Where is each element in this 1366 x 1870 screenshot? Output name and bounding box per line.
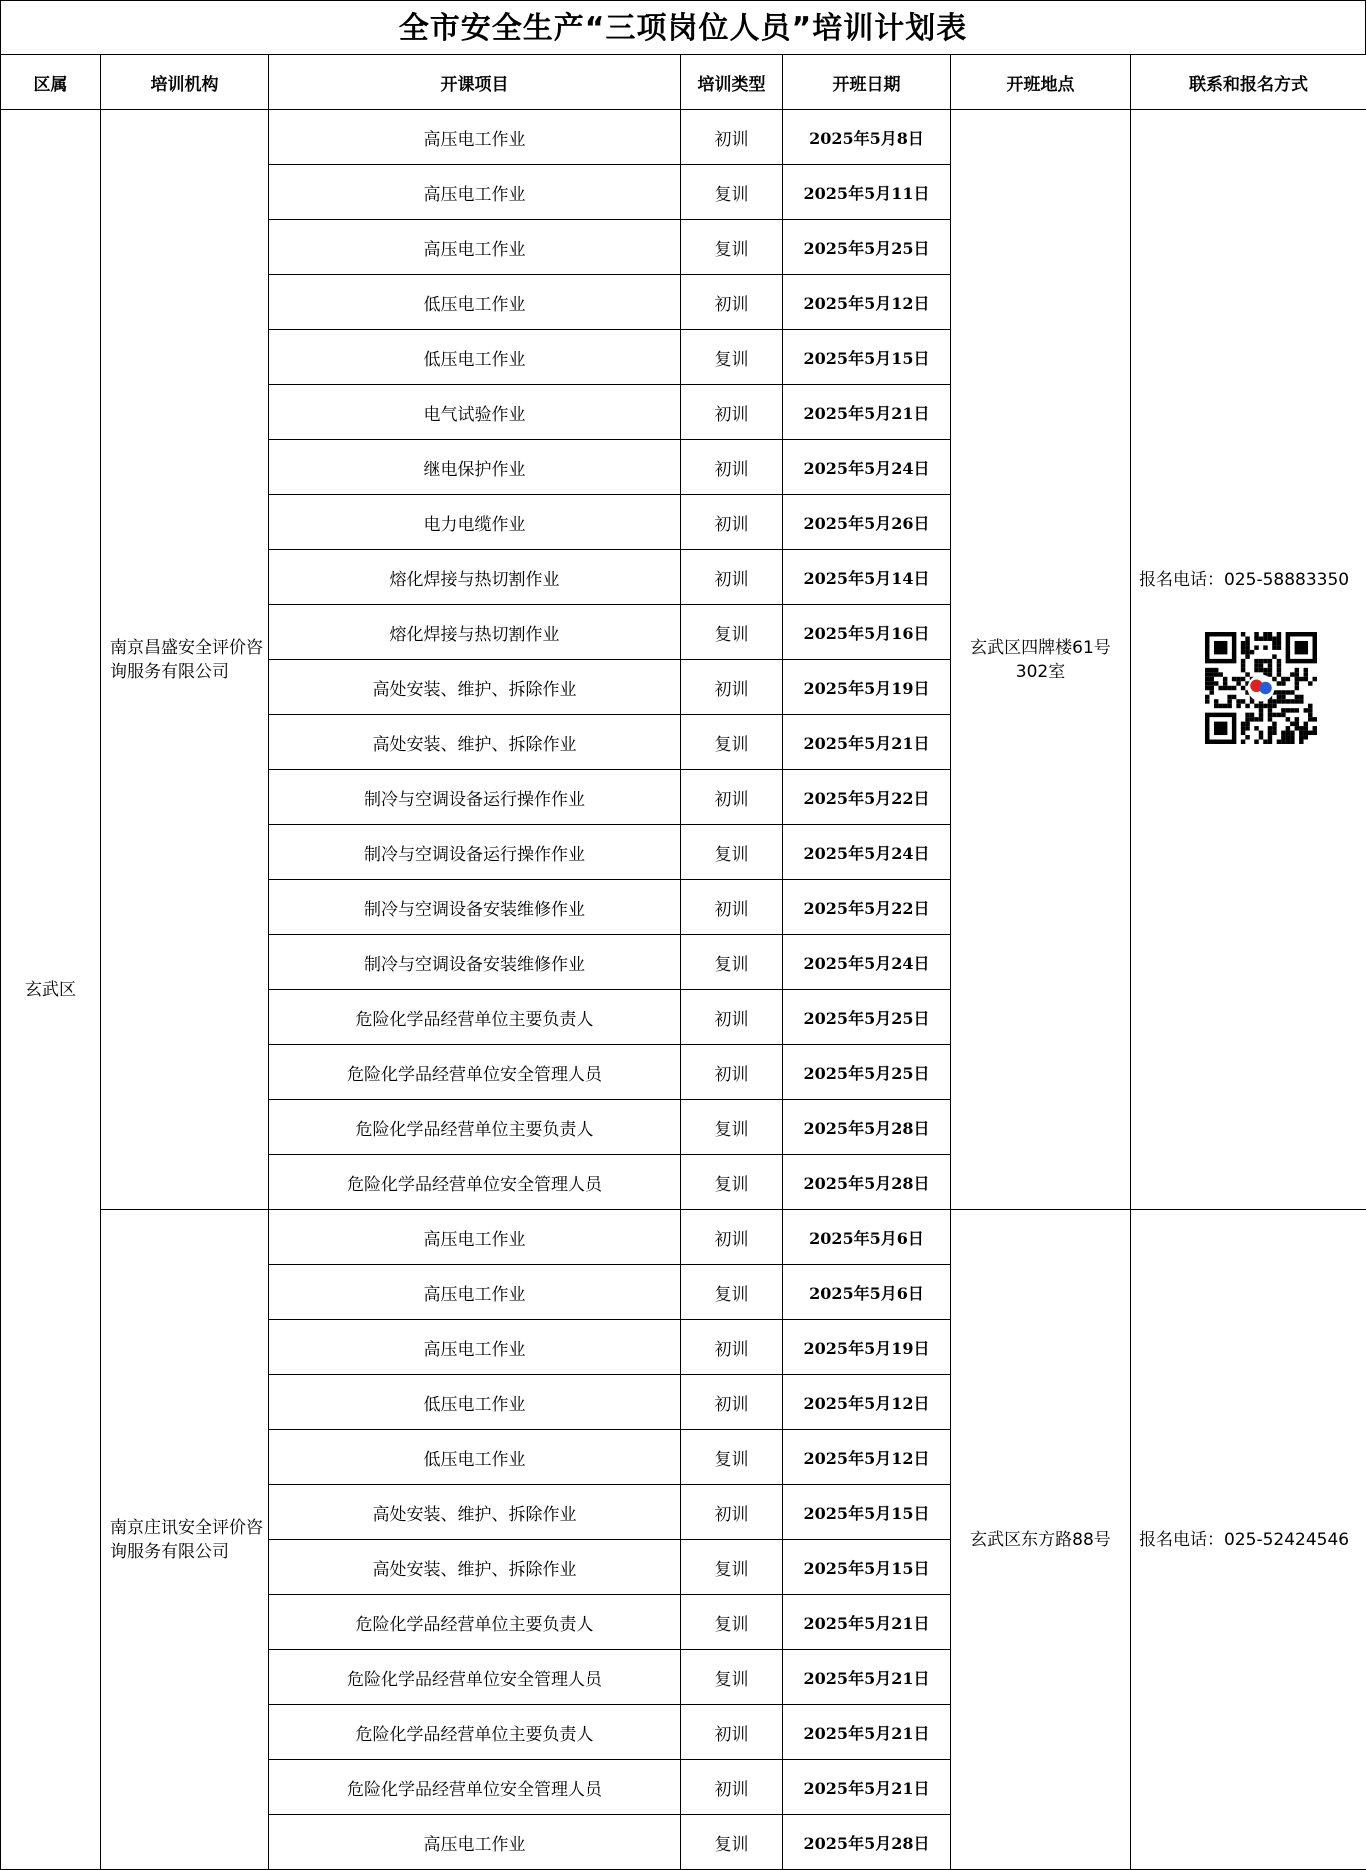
table-row <box>1 1210 1366 1265</box>
course-cell: 高处安装、维护、拆除作业 <box>269 715 681 770</box>
course-cell: 高压电工作业 <box>269 220 681 275</box>
start-date-cell: 2025年5月28日 <box>783 1100 951 1155</box>
training-type-cell: 复训 <box>681 1430 783 1485</box>
header-date: 开班日期 <box>783 55 951 110</box>
course-cell: 低压电工作业 <box>269 330 681 385</box>
start-date-cell: 2025年5月25日 <box>783 1045 951 1100</box>
org-cell: 南京昌盛安全评价咨询服务有限公司 <box>101 110 269 1210</box>
course-cell: 危险化学品经营单位安全管理人员 <box>269 1045 681 1100</box>
course-cell: 电气试验作业 <box>269 385 681 440</box>
header-location: 开班地点 <box>951 55 1131 110</box>
start-date-cell: 2025年5月22日 <box>783 770 951 825</box>
training-type-cell: 初训 <box>681 385 783 440</box>
training-type-cell: 复训 <box>681 165 783 220</box>
contact-cell <box>1131 110 1366 1210</box>
course-cell: 低压电工作业 <box>269 1430 681 1485</box>
training-type-cell: 复训 <box>681 220 783 275</box>
training-type-cell: 复训 <box>681 825 783 880</box>
location-cell: 玄武区四牌楼61号302室 <box>951 110 1131 1210</box>
training-type-cell: 初训 <box>681 275 783 330</box>
training-type-cell: 初训 <box>681 440 783 495</box>
training-type-cell: 复训 <box>681 1815 783 1870</box>
start-date-cell: 2025年5月21日 <box>783 715 951 770</box>
start-date-cell: 2025年5月15日 <box>783 1485 951 1540</box>
header-contact: 联系和报名方式 <box>1131 55 1366 110</box>
start-date-cell: 2025年5月28日 <box>783 1155 951 1210</box>
course-cell: 高处安装、维护、拆除作业 <box>269 1485 681 1540</box>
training-type-cell: 复训 <box>681 605 783 660</box>
header-org: 培训机构 <box>101 55 269 110</box>
org-cell: 南京庄讯安全评价咨询服务有限公司 <box>101 1210 269 1870</box>
course-cell: 高处安装、维护、拆除作业 <box>269 1540 681 1595</box>
header-district: 区属 <box>1 55 101 110</box>
course-cell: 危险化学品经营单位主要负责人 <box>269 1595 681 1650</box>
course-cell: 低压电工作业 <box>269 275 681 330</box>
start-date-cell: 2025年5月12日 <box>783 275 951 330</box>
signup-phone: 报名电话：025-52424546 <box>1139 1528 1362 1552</box>
start-date-cell: 2025年5月11日 <box>783 165 951 220</box>
training-type-cell: 复训 <box>681 1100 783 1155</box>
start-date-cell: 2025年5月14日 <box>783 550 951 605</box>
course-cell: 危险化学品经营单位安全管理人员 <box>269 1155 681 1210</box>
training-type-cell: 初训 <box>681 110 783 165</box>
course-cell: 制冷与空调设备安装维修作业 <box>269 935 681 990</box>
training-type-cell: 初训 <box>681 1210 783 1265</box>
start-date-cell: 2025年5月6日 <box>783 1210 951 1265</box>
course-cell: 制冷与空调设备安装维修作业 <box>269 880 681 935</box>
start-date-cell: 2025年5月25日 <box>783 220 951 275</box>
training-type-cell: 初训 <box>681 1375 783 1430</box>
training-type-cell: 初训 <box>681 880 783 935</box>
training-type-cell: 初训 <box>681 495 783 550</box>
course-cell: 危险化学品经营单位主要负责人 <box>269 990 681 1045</box>
table-body <box>1 110 1366 1870</box>
course-cell: 高处安装、维护、拆除作业 <box>269 660 681 715</box>
start-date-cell: 2025年5月12日 <box>783 1430 951 1485</box>
course-cell: 危险化学品经营单位主要负责人 <box>269 1100 681 1155</box>
start-date-cell: 2025年5月21日 <box>783 385 951 440</box>
start-date-cell: 2025年5月24日 <box>783 935 951 990</box>
course-cell: 高压电工作业 <box>269 1265 681 1320</box>
course-cell: 制冷与空调设备运行操作作业 <box>269 825 681 880</box>
start-date-cell: 2025年5月16日 <box>783 605 951 660</box>
course-cell: 高压电工作业 <box>269 1210 681 1265</box>
training-type-cell: 复训 <box>681 935 783 990</box>
header-row <box>1 55 1366 110</box>
start-date-cell: 2025年5月15日 <box>783 1540 951 1595</box>
course-cell: 低压电工作业 <box>269 1375 681 1430</box>
signup-phone: 报名电话：025-58883350 <box>1139 568 1362 592</box>
training-type-cell: 复训 <box>681 715 783 770</box>
start-date-cell: 2025年5月8日 <box>783 110 951 165</box>
location-cell: 玄武区东方路88号 <box>951 1210 1131 1870</box>
start-date-cell: 2025年5月19日 <box>783 1320 951 1375</box>
training-type-cell: 初训 <box>681 550 783 605</box>
course-cell: 熔化焊接与热切割作业 <box>269 605 681 660</box>
start-date-cell: 2025年5月21日 <box>783 1760 951 1815</box>
training-type-cell: 复训 <box>681 330 783 385</box>
page-title: 全市安全生产“三项岗位人员”培训计划表 <box>0 0 1366 54</box>
training-type-cell: 初训 <box>681 1045 783 1100</box>
training-type-cell: 复训 <box>681 1265 783 1320</box>
training-type-cell: 复训 <box>681 1650 783 1705</box>
header-course: 开课项目 <box>269 55 681 110</box>
start-date-cell: 2025年5月21日 <box>783 1650 951 1705</box>
start-date-cell: 2025年5月19日 <box>783 660 951 715</box>
course-cell: 电力电缆作业 <box>269 495 681 550</box>
start-date-cell: 2025年5月26日 <box>783 495 951 550</box>
start-date-cell: 2025年5月28日 <box>783 1815 951 1870</box>
start-date-cell: 2025年5月24日 <box>783 825 951 880</box>
training-type-cell: 初训 <box>681 770 783 825</box>
training-table <box>0 54 1366 1870</box>
training-type-cell: 初训 <box>681 1760 783 1815</box>
training-type-cell: 复训 <box>681 1595 783 1650</box>
start-date-cell: 2025年5月21日 <box>783 1595 951 1650</box>
course-cell: 高压电工作业 <box>269 1320 681 1375</box>
course-cell: 危险化学品经营单位主要负责人 <box>269 1705 681 1760</box>
course-cell: 危险化学品经营单位安全管理人员 <box>269 1650 681 1705</box>
course-cell: 高压电工作业 <box>269 165 681 220</box>
training-type-cell: 初训 <box>681 1705 783 1760</box>
course-cell: 高压电工作业 <box>269 110 681 165</box>
course-cell: 熔化焊接与热切割作业 <box>269 550 681 605</box>
start-date-cell: 2025年5月24日 <box>783 440 951 495</box>
training-type-cell: 初训 <box>681 1320 783 1375</box>
course-cell: 危险化学品经营单位安全管理人员 <box>269 1760 681 1815</box>
district-cell: 玄武区 <box>1 110 101 1870</box>
training-type-cell: 初训 <box>681 660 783 715</box>
contact-cell <box>1131 1210 1366 1870</box>
training-type-cell: 复训 <box>681 1540 783 1595</box>
start-date-cell: 2025年5月21日 <box>783 1705 951 1760</box>
start-date-cell: 2025年5月6日 <box>783 1265 951 1320</box>
course-cell: 高压电工作业 <box>269 1815 681 1870</box>
training-type-cell: 复训 <box>681 1155 783 1210</box>
course-cell: 继电保护作业 <box>269 440 681 495</box>
training-type-cell: 初训 <box>681 1485 783 1540</box>
qr-code-icon <box>1201 632 1321 744</box>
header-type: 培训类型 <box>681 55 783 110</box>
training-type-cell: 初训 <box>681 990 783 1045</box>
start-date-cell: 2025年5月15日 <box>783 330 951 385</box>
start-date-cell: 2025年5月22日 <box>783 880 951 935</box>
start-date-cell: 2025年5月12日 <box>783 1375 951 1430</box>
table-row <box>1 110 1366 165</box>
course-cell: 制冷与空调设备运行操作作业 <box>269 770 681 825</box>
start-date-cell: 2025年5月25日 <box>783 990 951 1045</box>
